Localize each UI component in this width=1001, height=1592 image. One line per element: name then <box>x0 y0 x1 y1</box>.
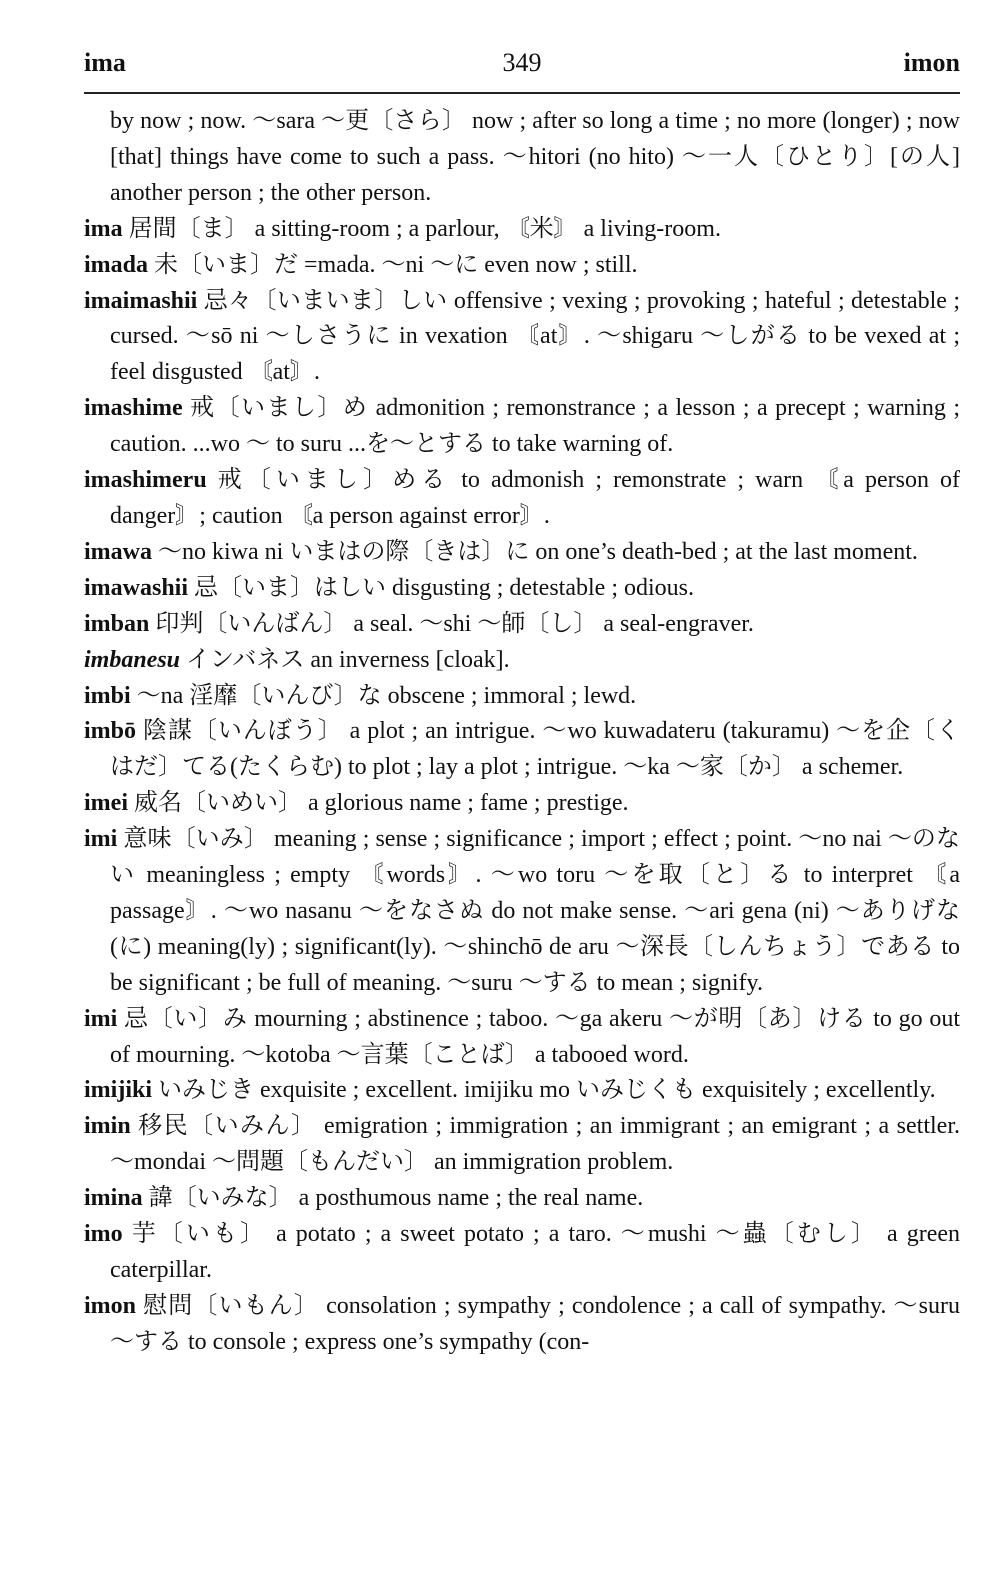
headword: imi <box>84 826 118 853</box>
dictionary-entry <box>84 571 960 607</box>
page-header <box>84 48 960 88</box>
dictionary-entry <box>84 643 960 679</box>
headword: imi <box>84 1005 118 1032</box>
dictionary-entry <box>84 679 960 715</box>
page-number: 349 <box>502 48 542 77</box>
definition: 意味〔いみ〕 meaning ; sense ; significance ; import ; effect ; point. ～no nai ～のない meaningless ; empty 〘words〙. ～wo toru ～を取〔と〕る to interpret 〘a passage〙. ～wo nasanu ～をなさぬ do not make sense. ～ari gena (ni) ～ありげな(に) meaning(ly) ; significant(ly). ～shinchō de aru ～深長〔しんちょう〕である to be significant ; be full of meaning. ～suru ～する to mean ; signify. <box>110 826 961 996</box>
definition: 陰謀〔いんぼう〕 a plot ; an intrigue. ～wo kuwadateru (takuramu) ～を企〔くはだ〕てる(たくらむ) to plot ; lay a plot ; intrigue. ～ka ～家〔か〕 a schemer. <box>110 718 961 781</box>
definition: ～no kiwa ni いまはの際〔きは〕に on one’s death-bed ; at the last moment. <box>158 538 918 565</box>
dictionary-entry <box>84 284 960 392</box>
definition: 未〔いま〕だ =mada. ～ni ～に even now ; still. <box>154 251 638 278</box>
headword: imashime <box>84 395 183 422</box>
dictionary-entry <box>84 1181 960 1217</box>
definition: 慰問〔いもん〕 consolation ; sympathy ; condolence ; a call of sympathy. ～suru ～する to console ; express one’s sympathy (con- <box>110 1292 960 1355</box>
definition: 忌々〔いまいま〕しい offensive ; vexing ; provoking ; hateful ; detestable ; cursed. ～sō ni ～しさうに in vexation 〘at〙. ～shigaru ～しがる to be vexed at ; feel disgusted 〘at〙. <box>110 287 960 386</box>
headword: imban <box>84 610 150 637</box>
definition: 移民〔いみん〕 emigration ; immigration ; an immigrant ; an emigrant ; a settler. ～mondai ～問題〔もんだい〕 an immigration problem. <box>110 1113 961 1176</box>
header-rule <box>84 92 960 94</box>
running-head-left: ima <box>84 48 126 77</box>
dictionary-entry <box>84 535 960 571</box>
running-head-right: imon <box>903 48 960 77</box>
dictionary-entry <box>84 1002 960 1074</box>
headword: imashimeru <box>84 467 207 494</box>
definition: 戒〔いまし〕める to admonish ; remonstrate ; warn 〘a person of danger〙; caution 〘a person against error〙. <box>110 467 960 529</box>
dictionary-entry <box>84 714 960 786</box>
definition: 諱〔いみな〕 a posthumous name ; the real name. <box>148 1185 644 1212</box>
headword: imei <box>84 790 128 817</box>
headword: imawa <box>84 538 152 565</box>
headword: imbanesu <box>84 646 181 673</box>
dictionary-entry <box>84 212 960 248</box>
headword: imin <box>84 1113 131 1140</box>
definition: 芋〔いも〕 a potato ; a sweet potato ; a taro. ～mushi ～蟲〔むし〕 a green caterpillar. <box>110 1221 960 1283</box>
dictionary-entry <box>84 1217 960 1289</box>
headword: imijiki <box>84 1077 153 1104</box>
dictionary-entry <box>84 1073 960 1109</box>
definition: 忌〔いま〕はしい disgusting ; detestable ; odious. <box>194 574 694 601</box>
headword: imina <box>84 1185 143 1212</box>
definition: 印判〔いんばん〕 a seal. ～shi ～師〔し〕 a seal-engraver. <box>155 610 754 637</box>
dictionary-entry <box>84 391 960 463</box>
dictionary-entry <box>84 822 960 1002</box>
definition: いみじき exquisite ; excellent. imijiku mo いみじくも exquisitely ; excellently. <box>158 1077 936 1104</box>
dictionary-entry <box>84 463 960 535</box>
dictionary-entry <box>84 607 960 643</box>
definition: 居間〔ま〕 a sitting-room ; a parlour, 〘米〙 a living-room. <box>128 215 721 242</box>
dictionary-entries <box>84 104 960 1361</box>
dictionary-entry <box>84 786 960 822</box>
headword: imbi <box>84 682 131 709</box>
definition: 忌〔い〕み mourning ; abstinence ; taboo. ～ga akeru ～が明〔あ〕ける to go out of mourning. ～kotoba ～言葉〔ことば〕 a tabooed word. <box>110 1005 960 1068</box>
definition: 威名〔いめい〕 a glorious name ; fame ; prestige. <box>133 790 629 817</box>
dictionary-entry <box>84 1109 960 1181</box>
entry-continuation: by now ; now. ～sara ～更〔さら〕 now ; after so long a time ; no more (longer) ; now [that] things have come to such a pass. ～hitori (no hito) ～一人〔ひとり〕[の人] another person ; the other person. <box>110 108 960 206</box>
headword: imbō <box>84 718 137 745</box>
headword: imada <box>84 251 149 278</box>
dictionary-entry <box>84 1289 960 1361</box>
headword: imon <box>84 1292 137 1319</box>
definition: 戒〔いまし〕め admonition ; remonstrance ; a lesson ; a precept ; warning ; caution. ...wo ～ to suru ...を～とする to take warning of. <box>110 395 961 458</box>
dictionary-entry <box>84 248 960 284</box>
headword: imaimashii <box>84 287 198 314</box>
headword: imawashii <box>84 574 189 601</box>
definition: ～na 淫靡〔いんび〕な obscene ; immoral ; lewd. <box>136 682 637 709</box>
definition: インバネス an inverness [cloak]. <box>186 646 510 673</box>
headword: ima <box>84 215 123 242</box>
headword: imo <box>84 1221 123 1248</box>
